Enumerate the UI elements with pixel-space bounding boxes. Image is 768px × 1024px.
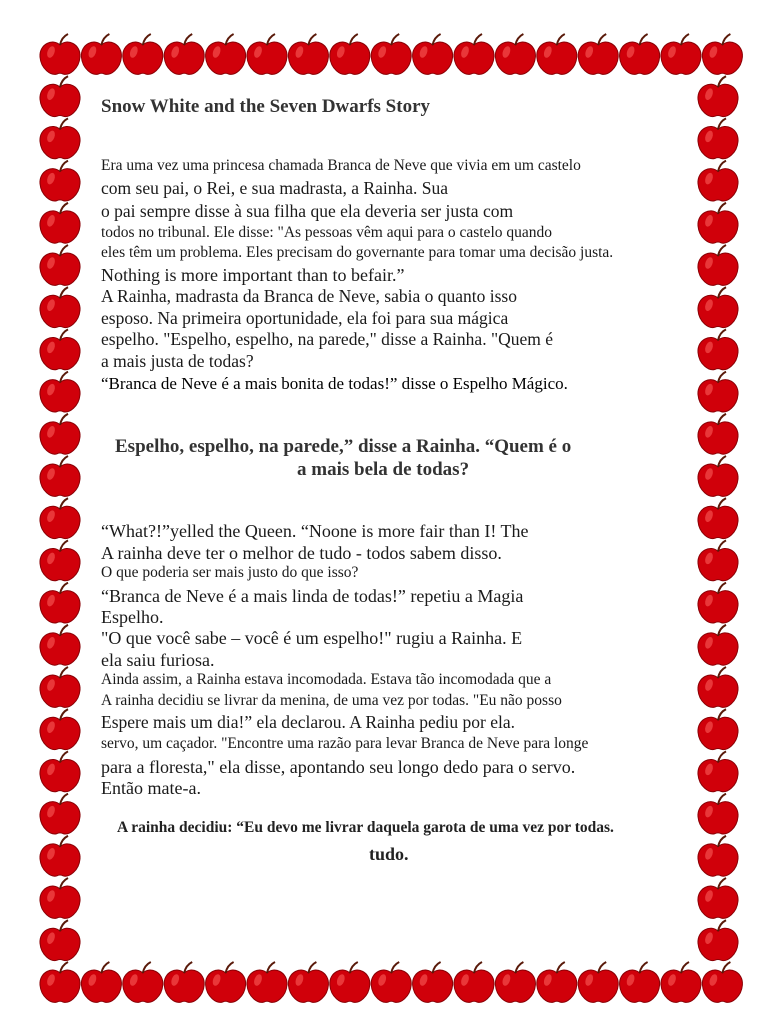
apple-icon: [698, 625, 738, 665]
apple-icon: [247, 962, 287, 1002]
mirror-reply-line: “Branca de Neve é a mais bonita de todas!” disse o Espelho Mágico.: [101, 374, 568, 393]
apple-icon: [288, 962, 328, 1002]
apple-icon: [40, 245, 80, 285]
apple-icon: [40, 372, 80, 412]
story-line: “Branca de Neve é a mais linda de todas!” repetiu a Magia: [101, 586, 524, 606]
apple-icon: [413, 962, 453, 1002]
apple-icon: [537, 962, 577, 1002]
apple-icon: [698, 287, 738, 327]
apple-icon: [164, 962, 204, 1002]
apple-icon: [698, 414, 738, 454]
apple-icon: [40, 329, 80, 369]
apple-icon: [40, 118, 80, 158]
story-line: Então mate-a.: [101, 778, 201, 798]
apple-icon: [40, 625, 80, 665]
apple-icon: [40, 34, 80, 74]
story-line: espelho. "Espelho, espelho, na parede," disse a Rainha. "Quem é: [101, 329, 553, 349]
apple-icon: [413, 34, 453, 74]
apple-icon: [698, 794, 738, 834]
apple-icon: [40, 751, 80, 791]
apple-icon: [702, 962, 742, 1002]
apple-icon: [40, 583, 80, 623]
story-line: para a floresta," ela disse, apontando seu longo dedo para o servo.: [101, 757, 576, 777]
apple-icon: [698, 583, 738, 623]
apple-icon: [40, 920, 80, 960]
story-line: esposo. Na primeira oportunidade, ela foi para sua mágica: [101, 308, 509, 328]
story-line: o pai sempre disse à sua filha que ela deveria ser justa com: [101, 201, 514, 221]
apple-icon: [371, 34, 411, 74]
apple-icon: [81, 962, 121, 1002]
apple-icon: [40, 667, 80, 707]
apple-icon: [40, 498, 80, 538]
apple-icon: [40, 76, 80, 116]
story-line: Ainda assim, a Rainha estava incomodada. Estava tão incomodada que a: [101, 671, 552, 688]
story-line: A rainha decidiu se livrar da menina, de uma vez por todas. "Eu não posso: [101, 692, 562, 709]
apple-icon: [698, 161, 738, 201]
apple-icon: [698, 751, 738, 791]
apple-icon: [698, 118, 738, 158]
apple-icon: [620, 34, 660, 74]
apple-icon: [40, 709, 80, 749]
story-line: Nothing is more important than to befair.”: [101, 265, 405, 285]
apple-icon: [578, 962, 618, 1002]
apple-icon: [454, 962, 494, 1002]
apple-icon: [40, 962, 80, 1002]
apple-icon: [40, 836, 80, 876]
apple-icon: [123, 962, 163, 1002]
apple-icon: [698, 203, 738, 243]
apple-icon: [698, 667, 738, 707]
story-line: A Rainha, madrasta da Branca de Neve, sabia o quanto isso: [101, 286, 517, 306]
apple-icon: [702, 34, 742, 74]
apple-icon: [495, 962, 535, 1002]
apple-icon: [288, 34, 328, 74]
apple-icon: [698, 836, 738, 876]
apple-icon: [698, 329, 738, 369]
apple-icon: [495, 34, 535, 74]
story-line: Espelho.: [101, 607, 164, 627]
story-line: O que poderia ser mais justo do que isso?: [101, 564, 359, 581]
apple-icon: [81, 34, 121, 74]
apple-icon: [371, 962, 411, 1002]
apple-icon: [698, 76, 738, 116]
apple-icon: [698, 709, 738, 749]
apple-icon: [206, 34, 246, 74]
story-line: Era uma vez uma princesa chamada Branca de Neve que vivia em um castelo: [101, 157, 581, 174]
apple-icon: [40, 878, 80, 918]
apple-icon: [578, 34, 618, 74]
story-line: "O que você sabe – você é um espelho!" rugiu a Rainha. E: [101, 628, 523, 648]
apple-icon: [40, 540, 80, 580]
apple-icon: [164, 34, 204, 74]
mirror-question-heading: a mais bela de todas?: [297, 459, 470, 480]
apple-icon: [698, 920, 738, 960]
apple-icon: [620, 962, 660, 1002]
apple-icon: [698, 245, 738, 285]
story-line: A rainha deve ter o melhor de tudo - todos sabem disso.: [101, 543, 502, 563]
apple-icon: [661, 34, 701, 74]
apple-icon: [40, 414, 80, 454]
mirror-question-heading: Espelho, espelho, na parede,” disse a Rainha. “Quem é o: [115, 436, 572, 457]
apple-icon: [40, 287, 80, 327]
apple-icon: [698, 372, 738, 412]
story-line: ela saiu furiosa.: [101, 650, 215, 670]
story-line: Espere mais um dia!” ela declarou. A Rainha pediu por ela.: [101, 712, 516, 732]
apple-icon: [454, 34, 494, 74]
apple-icon: [40, 161, 80, 201]
apple-icon: [40, 794, 80, 834]
apple-icon: [698, 498, 738, 538]
apple-icon: [661, 962, 701, 1002]
apple-icon: [330, 34, 370, 74]
story-line: todos no tribunal. Ele disse: "As pessoas vêm aqui para o castelo quando: [101, 224, 552, 241]
apple-icon: [537, 34, 577, 74]
closing-line: A rainha decidiu: “Eu devo me livrar daquela garota de uma vez por todas.: [117, 819, 614, 836]
apple-icon: [247, 34, 287, 74]
story-line: “What?!”yelled the Queen. “Noone is more fair than I! The: [101, 521, 529, 541]
story-title: Snow White and the Seven Dwarfs Story: [101, 96, 431, 117]
story-line: com seu pai, o Rei, e sua madrasta, a Rainha. Sua: [101, 178, 448, 198]
story-line: servo, um caçador. "Encontre uma razão para levar Branca de Neve para longe: [101, 735, 589, 752]
apple-icon: [698, 878, 738, 918]
apple-icon: [698, 456, 738, 496]
story-line: a mais justa de todas?: [101, 351, 254, 371]
closing-line: tudo.: [369, 844, 409, 864]
apple-icon: [40, 456, 80, 496]
apple-icon: [330, 962, 370, 1002]
apple-icon: [40, 203, 80, 243]
apple-icon: [698, 540, 738, 580]
story-line: eles têm um problema. Eles precisam do governante para tomar uma decisão justa.: [101, 244, 614, 261]
apple-icon: [206, 962, 246, 1002]
apple-icon: [123, 34, 163, 74]
